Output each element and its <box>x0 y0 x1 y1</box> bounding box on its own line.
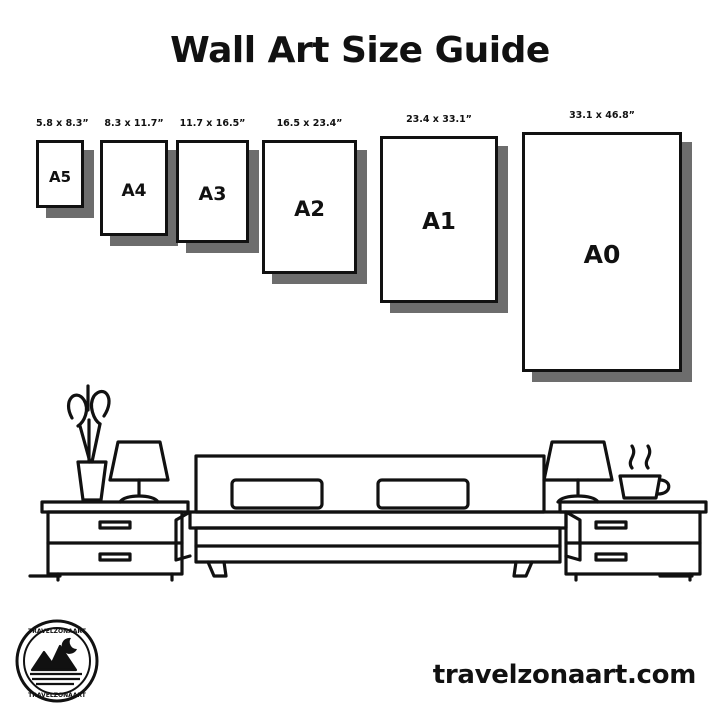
table-lamp-left <box>110 442 168 502</box>
vase-with-flowers <box>69 386 109 500</box>
website-url: travelzonaart.com <box>432 660 696 690</box>
frame-dimensions-label: 16.5 x 23.4” <box>276 118 343 129</box>
frame-size-name: A0 <box>583 240 621 269</box>
frame-a5 <box>36 118 89 208</box>
frame-size-name: A5 <box>48 168 72 186</box>
page-title: Wall Art Size Guide <box>170 30 550 71</box>
frame-a1 <box>380 114 498 303</box>
frame-rectangle <box>380 136 498 303</box>
svg-text:TRAVELZONAART: TRAVELZONAART <box>28 692 86 699</box>
frame-dimensions-label: 5.8 x 8.3” <box>36 118 89 129</box>
table-lamp-right <box>544 442 612 502</box>
svg-text:TRAVELZONAART: TRAVELZONAART <box>28 628 86 635</box>
frame-size-name: A2 <box>294 197 325 222</box>
frame-dimensions-label: 23.4 x 33.1” <box>406 114 472 125</box>
nightstand-right <box>560 502 706 580</box>
frame-a3 <box>176 118 249 243</box>
frame-size-name: A1 <box>422 208 456 235</box>
frame-dimensions-label: 11.7 x 16.5” <box>179 118 246 129</box>
frame-rectangle <box>36 140 84 208</box>
bedroom-scene <box>0 380 720 610</box>
frame-a2 <box>262 118 357 274</box>
frame-dimensions-label: 33.1 x 46.8” <box>569 110 635 121</box>
pillow-left <box>232 480 322 508</box>
frame-a0 <box>522 110 682 372</box>
coffee-cup <box>620 446 669 498</box>
frame-size-name: A3 <box>198 183 227 206</box>
pillow-right <box>378 480 468 508</box>
frame-rectangle <box>100 140 168 236</box>
bedroom-illustration <box>0 380 720 610</box>
frame-rectangle <box>176 140 249 243</box>
bed <box>176 456 580 576</box>
frame-size-name: A4 <box>121 180 147 201</box>
frame-rectangle <box>522 132 682 372</box>
frame-rectangle <box>262 140 357 274</box>
mountain-moon-badge-icon <box>14 618 100 704</box>
brand-logo <box>14 618 100 704</box>
nightstand-left <box>42 502 188 580</box>
frame-a4 <box>100 118 168 236</box>
frame-dimensions-label: 8.3 x 11.7” <box>104 118 164 129</box>
